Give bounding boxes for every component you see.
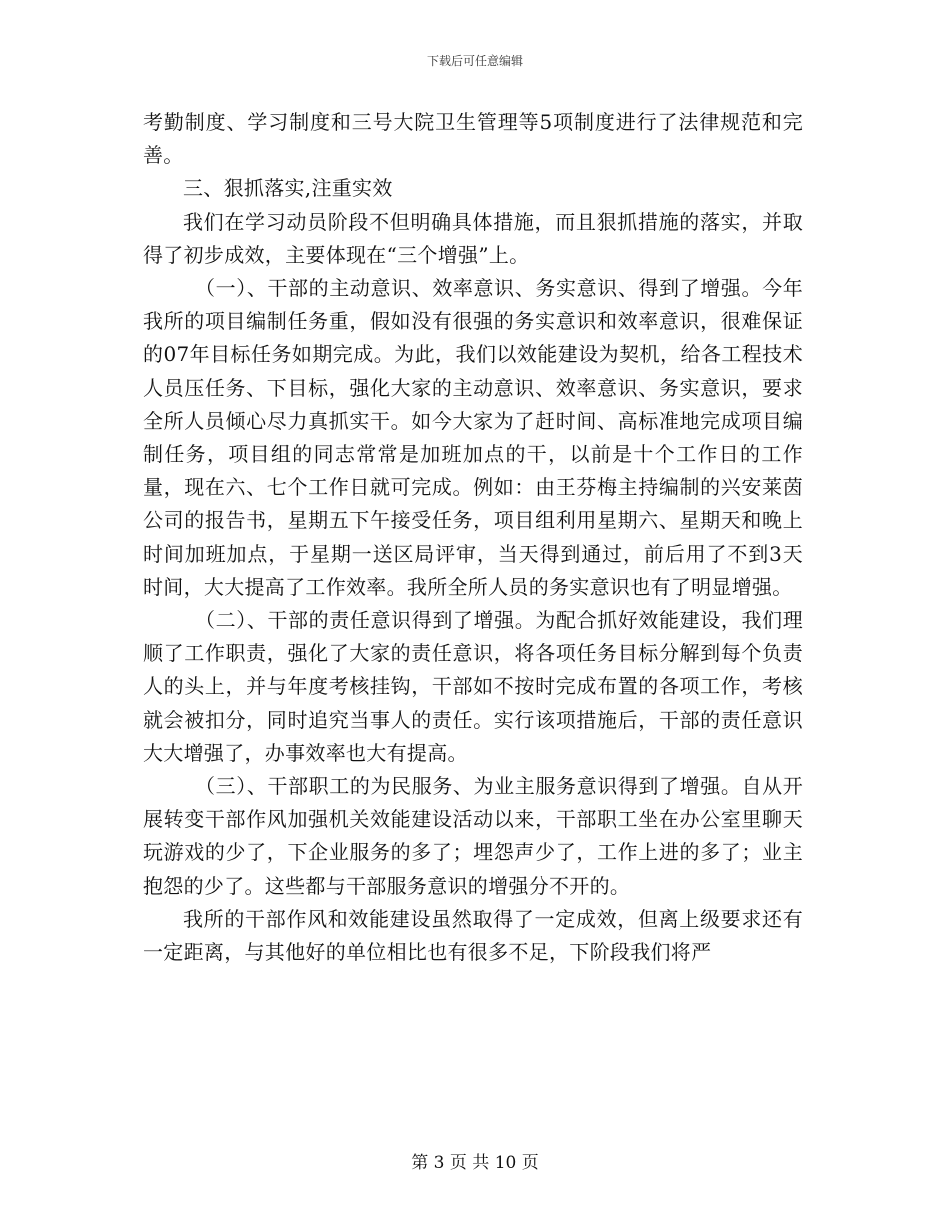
page-header: 下载后可任意编辑 bbox=[426, 54, 523, 68]
paragraph-item-3: （三）、干部职工的为民服务、为业主服务意识得到了增强。自从开展转变干部作风加强机关效能建设活动以来，干部职工坐在办公室里聊天玩游戏的少了，下企业服务的多了；埋怨声少了，工作上进的多了；业主抱怨的少了。这些都与干部服务意识的增强分不开的。 bbox=[143, 774, 803, 898]
document-body bbox=[143, 106, 803, 969]
paragraph-intro: 我们在学习动员阶段不但明确具体措施，而且狠抓措施的落实，并取得了初步成效，主要体现在“三个增强”上。 bbox=[143, 209, 803, 267]
paragraph-conclusion: 我所的干部作风和效能建设虽然取得了一定成效，但离上级要求还有一定距离，与其他好的单位相比也有很多不足，下阶段我们将严 bbox=[143, 906, 803, 965]
section-heading: 三、狠抓落实,注重实效 bbox=[183, 176, 393, 201]
page-number: 第 3 页 共 10 页 bbox=[411, 1153, 539, 1173]
paragraph-continuation: 考勤制度、学习制度和三号大院卫生管理等5项制度进行了法律规范和完善。 bbox=[143, 110, 803, 168]
paragraph-item-2: （二）、干部的责任意识得到了增强。为配合抓好效能建设，我们理顺了工作职责，强化了大家的责任意识，将各项任务目标分解到每个负责人的头上，并与年度考核挂钩，干部如不按时完成布置的各项工作，考核就会被扣分，同时追究当事人的责任。实行该项措施后，干部的责任意识大大增强了，办事效率也大有提高。 bbox=[143, 608, 803, 765]
paragraph-item-1: （一）、干部的主动意识、效率意识、务实意识、得到了增强。今年我所的项目编制任务重，假如没有很强的务实意识和效率意识，很难保证的07年目标任务如期完成。为此，我们以效能建设为契机，给各工程技术人员压任务、下目标，强化大家的主动意识、效率意识、务实意识，要求全所人员倾心尽力真抓实干。如今大家为了赶时间、高标准地完成项目编制任务，项目组的同志常常是加班加点的干，以前是十个工作日的工作量，现在六、七个工作日就可完成。例如：由王芬梅主持编制的兴安莱茵公司的报告书，星期五下午接受任务，项目组利用星期六、星期天和晚上时间加班加点，于星期一送区局评审，当天得到通过，前后用了不到3天时间，大大提高了工作效率。我所全所人员的务实意识也有了明显增强。 bbox=[143, 276, 803, 599]
